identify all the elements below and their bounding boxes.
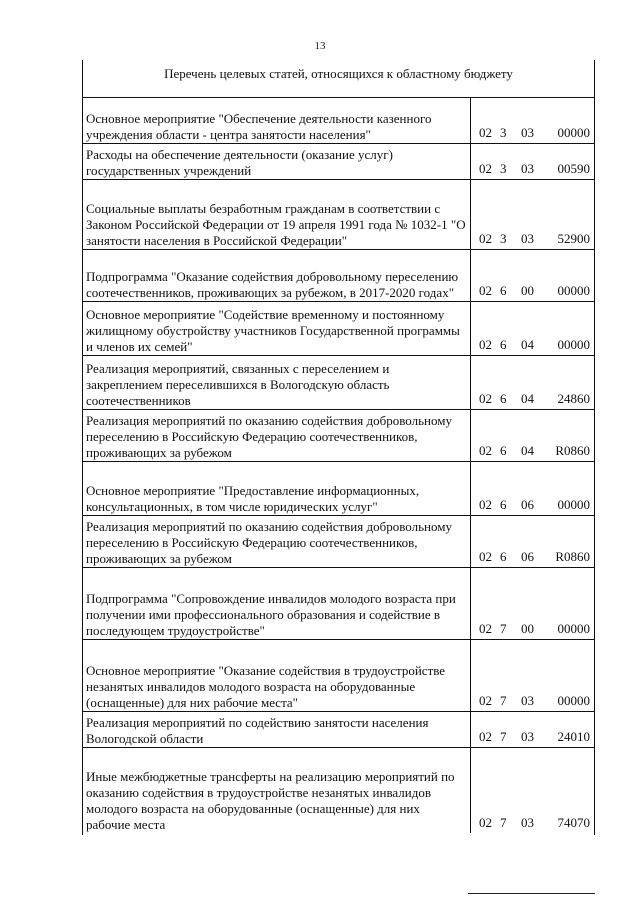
table-row xyxy=(83,516,594,568)
code-program: 02 xyxy=(479,693,492,708)
code-program: 02 xyxy=(479,549,492,564)
row-code xyxy=(471,302,594,355)
code-activity: 03 xyxy=(521,161,534,176)
table-row xyxy=(83,144,594,180)
code-subprogram: 6 xyxy=(500,283,507,298)
row-code xyxy=(471,516,594,567)
code-direction: 00000 xyxy=(557,337,590,352)
code-activity: 00 xyxy=(521,283,534,298)
code-subprogram: 7 xyxy=(500,815,507,830)
code-subprogram: 7 xyxy=(500,729,507,744)
row-code xyxy=(471,250,594,301)
row-description: Реализация мероприятий, связанных с переселением и закреплением переселившихся в Вологодскую область соотечественников xyxy=(83,356,471,409)
code-program: 02 xyxy=(479,729,492,744)
code-activity: 06 xyxy=(521,497,534,512)
table-row xyxy=(83,748,594,833)
row-code xyxy=(471,144,594,179)
row-code xyxy=(471,568,594,639)
code-subprogram: 6 xyxy=(500,549,507,564)
table-row xyxy=(83,568,594,640)
page-number: 13 xyxy=(314,40,326,52)
table-row xyxy=(83,180,594,250)
code-program: 02 xyxy=(479,391,492,406)
code-activity: 03 xyxy=(521,729,534,744)
code-program: 02 xyxy=(479,443,492,458)
code-subprogram: 3 xyxy=(500,161,507,176)
table-row xyxy=(83,712,594,748)
table-row xyxy=(83,640,594,712)
code-direction: 00000 xyxy=(557,621,590,636)
code-direction: R0860 xyxy=(555,443,590,458)
code-program: 02 xyxy=(479,621,492,636)
row-description: Расходы на обеспечение деятельности (оказание услуг) государственных учреждений xyxy=(83,144,471,179)
code-program: 02 xyxy=(479,125,492,140)
code-subprogram: 7 xyxy=(500,693,507,708)
bottom-rule xyxy=(468,893,595,894)
code-activity: 04 xyxy=(521,443,534,458)
table-title: Перечень целевых статей, относящихся к областному бюджету xyxy=(83,60,594,98)
table-row xyxy=(83,98,594,144)
code-subprogram: 3 xyxy=(500,231,507,246)
code-direction: 24010 xyxy=(557,729,590,744)
row-description: Иные межбюджетные трансферты на реализацию мероприятий по оказанию содействия в трудоустройстве незанятых инвалидов молодого возраста на оборудованные (оснащенные) для них рабочие места xyxy=(83,748,471,833)
table-row xyxy=(83,462,594,516)
row-description: Социальные выплаты безработным гражданам в соответствии с Законом Российской Федерации от 19 апреля 1991 года № 1032-1 "О занятости населения в Российской Федерации" xyxy=(83,180,471,249)
row-code xyxy=(471,410,594,461)
table-row xyxy=(83,250,594,302)
code-program: 02 xyxy=(479,161,492,176)
code-subprogram: 3 xyxy=(500,125,507,140)
row-description: Реализация мероприятий по оказанию содействия добровольному переселению в Российскую Федерацию соотечественников, проживающих за рубежом xyxy=(83,410,471,461)
code-activity: 04 xyxy=(521,391,534,406)
code-direction: 00590 xyxy=(557,161,590,176)
code-direction: 00000 xyxy=(557,125,590,140)
row-code xyxy=(471,180,594,249)
code-direction: 24860 xyxy=(557,391,590,406)
code-subprogram: 6 xyxy=(500,443,507,458)
row-description: Подпрограмма "Оказание содействия добровольному переселению соотечественников, проживающих за рубежом, в 2017-2020 годах" xyxy=(83,250,471,301)
table-row xyxy=(83,302,594,356)
code-activity: 00 xyxy=(521,621,534,636)
table-row xyxy=(83,410,594,462)
code-activity: 03 xyxy=(521,125,534,140)
row-code xyxy=(471,98,594,143)
row-description: Основное мероприятие "Предоставление информационных, консультационных, в том числе юридических услуг" xyxy=(83,462,471,515)
row-description: Основное мероприятие "Содействие временному и постоянному жилищному обустройству участников Государственной программы и членов их семей" xyxy=(83,302,471,355)
row-code xyxy=(471,462,594,515)
code-direction: 74070 xyxy=(557,815,590,830)
row-code xyxy=(471,356,594,409)
code-direction: R0860 xyxy=(555,549,590,564)
code-activity: 04 xyxy=(521,337,534,352)
row-description: Основное мероприятие "Оказание содействия в трудоустройстве незанятых инвалидов молодого возраста на оборудованные (оснащенные) для них рабочие места" xyxy=(83,640,471,711)
target-articles-table xyxy=(82,60,595,835)
code-subprogram: 6 xyxy=(500,391,507,406)
row-description: Реализация мероприятий по оказанию содействия добровольному переселению в Российскую Федерацию соотечественников, проживающих за рубежом xyxy=(83,516,471,567)
code-activity: 03 xyxy=(521,815,534,830)
code-program: 02 xyxy=(479,283,492,298)
code-activity: 03 xyxy=(521,231,534,246)
row-code xyxy=(471,640,594,711)
code-activity: 03 xyxy=(521,693,534,708)
code-direction: 00000 xyxy=(557,497,590,512)
row-code xyxy=(471,712,594,747)
code-program: 02 xyxy=(479,497,492,512)
code-direction: 00000 xyxy=(557,283,590,298)
row-description: Реализация мероприятий по содействию занятости населения Вологодской области xyxy=(83,712,471,747)
code-direction: 00000 xyxy=(557,693,590,708)
code-program: 02 xyxy=(479,337,492,352)
row-description: Подпрограмма "Сопровождение инвалидов молодого возраста при получении ими профессионального образования и содействие в последующем трудоустройстве" xyxy=(83,568,471,639)
row-description: Основное мероприятие "Обеспечение деятельности казенного учреждения области - центра занятости населения" xyxy=(83,98,471,143)
code-program: 02 xyxy=(479,815,492,830)
code-activity: 06 xyxy=(521,549,534,564)
row-code xyxy=(471,748,594,833)
code-subprogram: 6 xyxy=(500,497,507,512)
code-subprogram: 6 xyxy=(500,337,507,352)
code-program: 02 xyxy=(479,231,492,246)
table-row xyxy=(83,356,594,410)
code-direction: 52900 xyxy=(557,231,590,246)
code-subprogram: 7 xyxy=(500,621,507,636)
